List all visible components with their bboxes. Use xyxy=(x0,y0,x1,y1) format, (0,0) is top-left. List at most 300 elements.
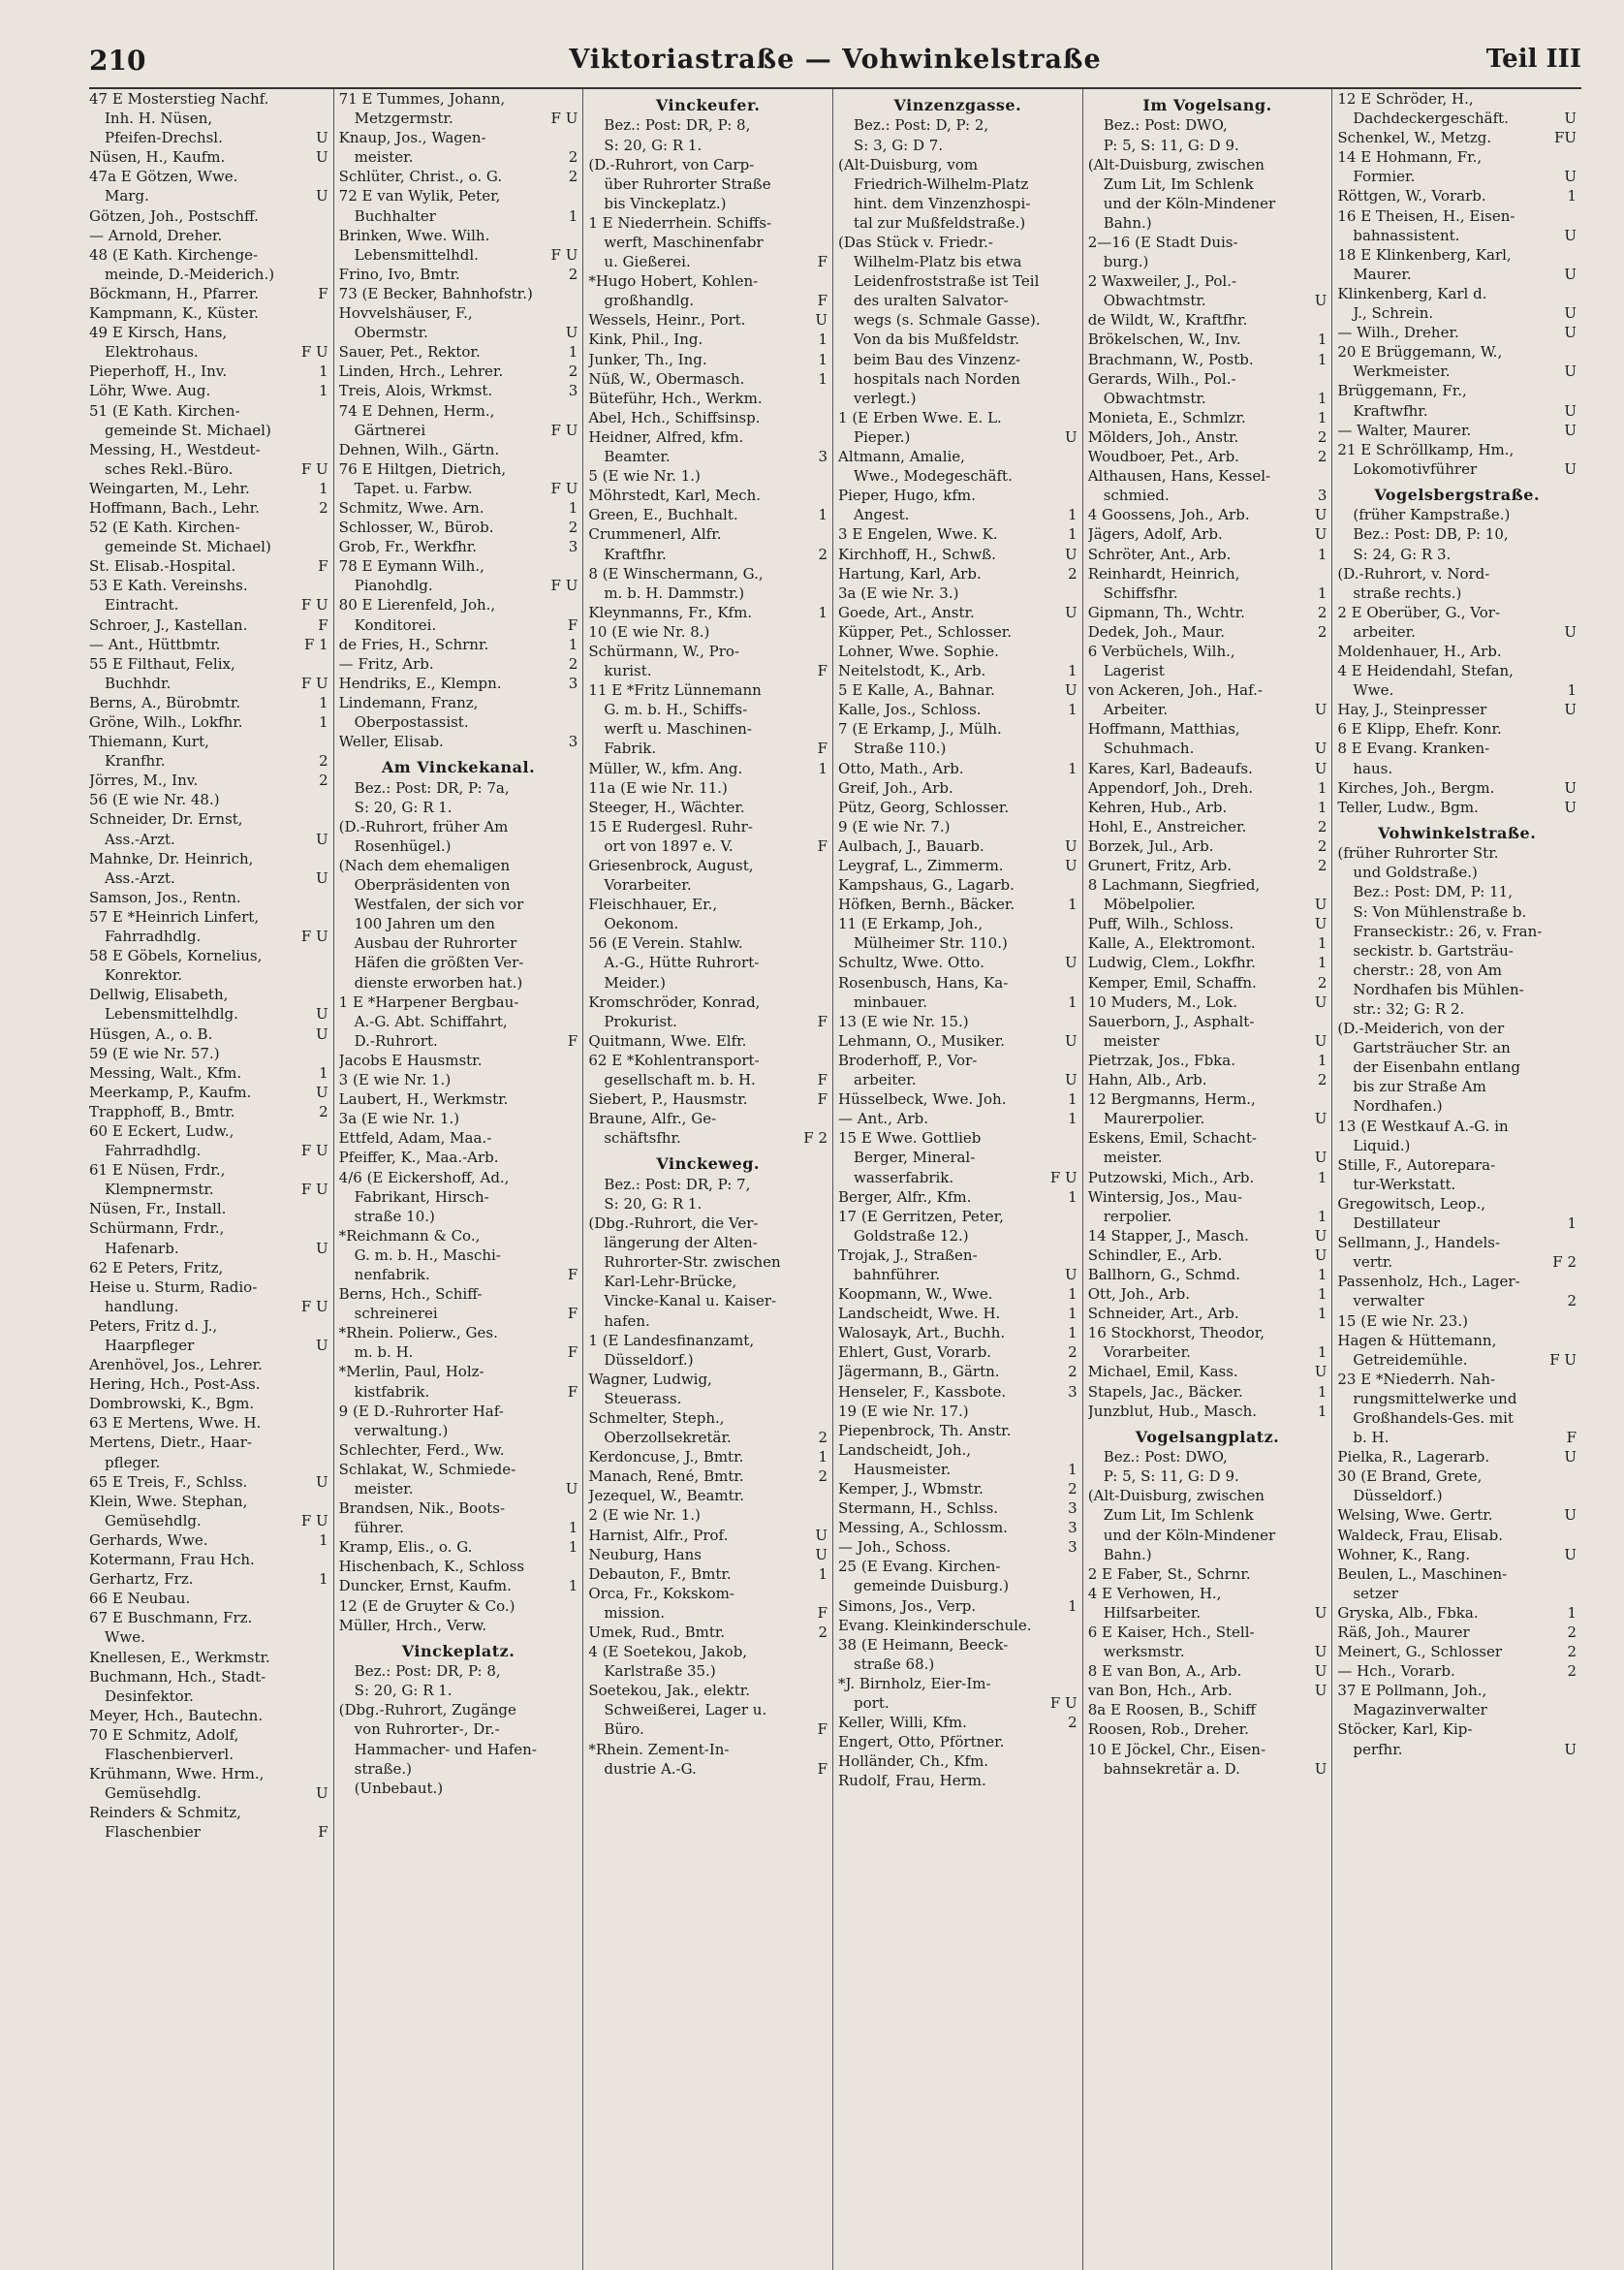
entry-code: U xyxy=(1314,915,1327,933)
page-header xyxy=(89,39,1581,89)
entry-code: 1 xyxy=(1068,1324,1077,1342)
entry-text: Messing, H., Westdeut- xyxy=(89,440,261,458)
entry-text: Gerhartz, Frz. xyxy=(89,1570,194,1589)
entry-text: meister. xyxy=(354,148,414,167)
directory-entry xyxy=(1088,447,1327,466)
entry-text: Hovvelshäuser, F., xyxy=(338,304,473,323)
entry-text: Siebert, P., Hausmstr. xyxy=(588,1090,748,1109)
directory-entry xyxy=(588,1564,828,1584)
entry-text: Dedek, Joh., Maur. xyxy=(1087,622,1225,641)
directory-entry xyxy=(838,1168,1077,1187)
entry-text: (Dbg.-Ruhrort, die Ver- xyxy=(588,1214,759,1233)
street-heading: Vinckeufer. xyxy=(655,96,761,114)
directory-entry xyxy=(339,778,578,798)
directory-entry xyxy=(1337,109,1577,128)
entry-text: Krühmann, Wwe. Hrm., xyxy=(89,1765,265,1783)
directory-entry xyxy=(339,1557,578,1576)
entry-text: Pielka, R., Lagerarb. xyxy=(1337,1448,1490,1466)
directory-entry xyxy=(588,583,828,603)
entry-code: 1 xyxy=(1068,1305,1077,1323)
entry-text: Gerards, Wilh., Pol.- xyxy=(1087,369,1236,388)
entry-text: gesellschaft m. b. H. xyxy=(604,1071,756,1089)
directory-entry xyxy=(838,895,1077,914)
entry-text: 4 (E Soetekou, Jakob, xyxy=(588,1643,748,1661)
directory-entry xyxy=(838,486,1077,505)
entry-text: Oberpostassist. xyxy=(354,713,469,731)
directory-entry xyxy=(1088,1661,1327,1681)
directory-entry xyxy=(1337,147,1577,167)
entry-text: Kalle, A., Elektromont. xyxy=(1087,934,1256,953)
entry-text: Jacobs E Hausmstr. xyxy=(338,1051,483,1069)
directory-entry xyxy=(838,1771,1077,1790)
directory-entry xyxy=(89,1336,328,1355)
directory-entry xyxy=(89,342,328,362)
directory-entry xyxy=(588,1031,828,1051)
entry-text: Braune, Alfr., Ge- xyxy=(588,1110,717,1128)
entry-text: (Dbg.-Ruhrort, Zugänge xyxy=(338,1701,516,1719)
directory-entry xyxy=(339,1681,578,1700)
entry-text: Hafenarb. xyxy=(105,1239,179,1257)
entry-text: Reinhardt, Heinrich, xyxy=(1087,564,1240,583)
directory-entry xyxy=(838,1089,1077,1109)
directory-entry xyxy=(1337,719,1577,739)
directory-entry xyxy=(1088,1012,1327,1031)
entry-text: Rosenbusch, Hans, Ka- xyxy=(838,973,1009,992)
directory-entry xyxy=(838,739,1077,758)
entry-code: U xyxy=(1564,110,1577,128)
entry-code: U xyxy=(1065,954,1077,972)
entry-code: U xyxy=(1564,1545,1577,1563)
entry-code: 3 xyxy=(818,448,828,466)
entry-text: Gipmann, Th., Wchtr. xyxy=(1087,603,1245,621)
entry-text: 20 E Brüggemann, W., xyxy=(1337,343,1503,362)
entry-text: mission. xyxy=(604,1603,666,1622)
directory-entry xyxy=(838,271,1077,291)
entry-text: Neuburg, Hans xyxy=(588,1545,702,1563)
entry-text: Brüggemann, Fr., xyxy=(1337,382,1467,400)
entry-text: Hay, J., Steinpresser xyxy=(1337,701,1487,719)
directory-entry xyxy=(1088,993,1327,1012)
entry-code: F xyxy=(318,615,328,634)
directory-entry xyxy=(1088,1447,1327,1466)
column-2 xyxy=(333,89,583,2270)
entry-text: Steeger, H., Wächter. xyxy=(588,798,745,816)
entry-code: U xyxy=(1314,701,1327,719)
directory-entry xyxy=(1337,362,1577,381)
entry-code: 1 xyxy=(319,479,328,497)
directory-entry xyxy=(838,1304,1077,1323)
entry-code: U xyxy=(1314,759,1327,777)
directory-entry xyxy=(89,1511,328,1530)
directory-entry xyxy=(1337,980,1577,999)
directory-entry xyxy=(1088,603,1327,622)
entry-text: 11 (E Erkamp, Joh., xyxy=(838,915,984,933)
entry-text: Kramp, Elis., o. G. xyxy=(338,1538,473,1557)
directory-entry xyxy=(339,284,578,303)
entry-text: Kampshaus, G., Lagarb. xyxy=(838,876,1015,895)
directory-entry xyxy=(588,524,828,544)
entry-text: 76 E Hiltgen, Dietrich, xyxy=(338,459,507,478)
directory-entry xyxy=(588,1194,828,1214)
entry-text: tal zur Mußfeldstraße.) xyxy=(854,213,1026,232)
directory-entry xyxy=(588,1526,828,1545)
entry-code: F U xyxy=(300,1297,328,1315)
entry-text: Düsseldorf.) xyxy=(604,1350,694,1369)
entry-text: S: 20, G: R 1. xyxy=(354,1682,453,1700)
entry-text: — Wilh., Dreher. xyxy=(1337,324,1459,342)
directory-entry xyxy=(1088,350,1327,369)
entry-text: 16 Stockhorst, Theodor, xyxy=(1087,1324,1265,1342)
directory-entry xyxy=(838,1655,1077,1674)
entry-text: cherstr.: 28, von Am xyxy=(1353,961,1502,979)
entry-text: Konditorei. xyxy=(354,615,437,634)
entry-text: Keller, Willi, Kfm. xyxy=(838,1714,967,1732)
directory-entry xyxy=(89,362,328,381)
entry-code: F 1 xyxy=(303,635,328,653)
entry-code: U xyxy=(1314,1682,1327,1700)
entry-code: 1 xyxy=(1068,993,1077,1011)
directory-entry xyxy=(339,1284,578,1304)
entry-code: F xyxy=(567,1265,578,1283)
entry-text: Kleynmanns, Fr., Kfm. xyxy=(588,603,753,621)
entry-text: Prokurist. xyxy=(604,1012,677,1030)
entry-text: verwaltung.) xyxy=(354,1421,449,1439)
directory-entry xyxy=(838,1362,1077,1381)
entry-text: Kromschröder, Konrad, xyxy=(588,993,761,1011)
entry-text: (D.-Meiderich, von der xyxy=(1337,1020,1505,1038)
directory-entry xyxy=(838,973,1077,993)
entry-text: 12 Bergmanns, Herm., xyxy=(1087,1090,1256,1109)
entry-text: Heidner, Alfred, kfm. xyxy=(588,427,744,446)
directory-entry xyxy=(339,635,578,654)
entry-text: Destillateur xyxy=(1353,1214,1441,1233)
page-number: 210 xyxy=(89,45,146,77)
entry-text: Kink, Phil., Ing. xyxy=(588,331,703,349)
directory-entry xyxy=(1337,1214,1577,1233)
directory-entry xyxy=(89,751,328,771)
entry-code: U xyxy=(1314,1110,1327,1128)
directory-entry xyxy=(1337,342,1577,362)
entry-text: Schürmann, Frdr., xyxy=(89,1219,225,1238)
directory-entry xyxy=(1337,128,1577,147)
entry-code: 1 xyxy=(1317,1305,1327,1323)
entry-text: 57 E *Heinrich Linfert, xyxy=(89,907,260,926)
directory-entry xyxy=(1088,759,1327,778)
entry-text: 70 E Schmitz, Adolf, xyxy=(89,1725,239,1744)
entry-text: Hahn, Alb., Arb. xyxy=(1087,1071,1207,1089)
entry-text: Kraftwfhr. xyxy=(1353,401,1428,420)
entry-code: U xyxy=(1314,1149,1327,1167)
entry-text: 62 E Peters, Fritz, xyxy=(89,1258,224,1277)
entry-code: 2 xyxy=(1567,1624,1577,1641)
directory-entry xyxy=(1088,1284,1327,1304)
entry-code: U xyxy=(1314,1226,1327,1245)
directory-entry xyxy=(588,136,828,155)
entry-text: Abel, Hch., Schiffsinsp. xyxy=(588,408,761,426)
entry-text: Borzek, Jul., Arb. xyxy=(1087,836,1214,855)
entry-text: sches Rekl.-Büro. xyxy=(105,459,234,478)
entry-code: U xyxy=(1065,836,1077,855)
entry-text: Pieper, Hugo, kfm. xyxy=(838,487,976,505)
directory-entry xyxy=(1337,1564,1577,1584)
street-heading: Am Vinckekanal. xyxy=(381,758,536,777)
directory-entry xyxy=(838,1751,1077,1771)
entry-code: 1 xyxy=(1068,1285,1077,1304)
directory-entry xyxy=(838,836,1077,856)
entry-text: Goldstraße 12.) xyxy=(854,1226,969,1245)
entry-text: Gerhards, Wwe. xyxy=(89,1530,208,1549)
entry-text: wasserfabrik. xyxy=(854,1168,954,1186)
directory-entry xyxy=(838,622,1077,642)
entry-text: Brinken, Wwe. Wilh. xyxy=(338,226,490,244)
directory-entry xyxy=(339,1759,578,1779)
directory-entry xyxy=(89,1004,328,1024)
entry-code: U xyxy=(1564,778,1577,797)
entry-text: Nüß, W., Obermasch. xyxy=(588,369,745,388)
entry-text: Welsing, Wwe. Gertr. xyxy=(1337,1506,1493,1525)
directory-entry xyxy=(89,1706,328,1725)
entry-code: U xyxy=(316,1472,328,1491)
directory-entry xyxy=(1088,1342,1327,1362)
directory-entry xyxy=(1337,303,1577,323)
entry-text: 14 Stapper, J., Masch. xyxy=(1087,1226,1249,1245)
directory-entry xyxy=(339,732,578,751)
entry-code: 1 xyxy=(568,635,578,653)
directory-entry xyxy=(588,564,828,583)
entry-text: Hausmeister. xyxy=(854,1460,952,1478)
entry-code: U xyxy=(316,1005,328,1024)
entry-text: de Wildt, W., Kraftfhr. xyxy=(1087,311,1248,330)
directory-entry xyxy=(1337,226,1577,245)
directory-entry xyxy=(1337,459,1577,479)
entry-text: Mahnke, Dr. Heinrich, xyxy=(89,849,254,867)
directory-entry xyxy=(588,486,828,505)
directory-entry xyxy=(339,836,578,856)
directory-entry xyxy=(1337,1370,1577,1389)
entry-code: 1 xyxy=(319,1570,328,1589)
directory-entry xyxy=(89,128,328,147)
entry-text: 67 E Buschmann, Frz. xyxy=(89,1609,253,1627)
directory-entry xyxy=(588,369,828,389)
entry-text: und der Köln-Mindener xyxy=(1103,194,1276,212)
directory-entry xyxy=(339,1498,578,1518)
directory-entry xyxy=(1088,817,1327,836)
entry-text: 4 E Heidendahl, Stefan, xyxy=(1337,662,1514,680)
entry-code: 1 xyxy=(1317,331,1327,349)
directory-entry xyxy=(588,642,828,661)
entry-text: 3a (E wie Nr. 3.) xyxy=(838,583,959,602)
directory-entry xyxy=(1337,1623,1577,1642)
entry-text: Gemüsehdlg. xyxy=(105,1784,202,1803)
directory-entry xyxy=(1088,136,1327,155)
directory-entry xyxy=(1088,524,1327,544)
entry-text: 78 E Eymann Wilh., xyxy=(338,557,484,576)
entry-text: Manach, René, Bmtr. xyxy=(588,1467,744,1486)
directory-entry xyxy=(1337,1038,1577,1057)
directory-entry xyxy=(89,1277,328,1297)
entry-text: Dellwig, Elisabeth, xyxy=(89,986,229,1004)
directory-entry xyxy=(1088,174,1327,194)
entry-text: Rosenhügel.) xyxy=(354,836,452,855)
entry-code: 1 xyxy=(1068,759,1077,777)
entry-text: — Fritz, Arb. xyxy=(338,654,434,673)
entry-text: (D.-Ruhrort, v. Nord- xyxy=(1337,564,1490,583)
entry-code: 3 xyxy=(1068,1499,1077,1518)
directory-entry xyxy=(588,1505,828,1525)
directory-entry xyxy=(89,1394,328,1413)
directory-entry xyxy=(339,674,578,693)
directory-entry xyxy=(838,115,1077,135)
entry-code: 2 xyxy=(1068,1714,1077,1732)
directory-entry xyxy=(339,1187,578,1207)
entry-text: 12 E Schröder, H., xyxy=(1337,90,1474,108)
entry-text: arbeiter. xyxy=(854,1071,917,1089)
entry-code: 2 xyxy=(818,1429,828,1447)
entry-text: Buchmann, Hch., Stadt- xyxy=(89,1667,266,1686)
entry-text: von Ackeren, Joh., Haf.- xyxy=(1087,681,1263,700)
directory-entry xyxy=(339,1070,578,1089)
entry-text: Hammacher- und Hafen- xyxy=(354,1740,537,1758)
directory-entry xyxy=(1337,798,1577,817)
entry-text: der Eisenbahn entlang xyxy=(1353,1058,1520,1077)
entry-text: Duncker, Ernst, Kaufm. xyxy=(338,1577,512,1595)
entry-text: Müller, W., kfm. Ang. xyxy=(588,759,743,777)
entry-code: 1 xyxy=(1567,187,1577,205)
entry-text: Klinkenberg, Karl d. xyxy=(1337,284,1487,302)
directory-entry xyxy=(838,817,1077,836)
directory-entry xyxy=(89,1374,328,1394)
entry-text: Schiffsfhr. xyxy=(1103,583,1178,602)
directory-entry xyxy=(588,174,828,194)
entry-text: Ludwig, Clem., Lokfhr. xyxy=(1087,954,1256,972)
directory-entry xyxy=(1337,759,1577,778)
directory-entry xyxy=(588,1642,828,1661)
entry-text: meinde, D.-Meiderich.) xyxy=(105,265,275,283)
entry-text: Büteführ, Hch., Werkm. xyxy=(588,389,763,407)
directory-entry xyxy=(588,1214,828,1233)
directory-entry xyxy=(838,583,1077,603)
entry-text: *Rhein. Zement-In- xyxy=(588,1740,730,1758)
entry-text: perfhr. xyxy=(1353,1740,1403,1758)
entry-code: 1 xyxy=(1317,1285,1327,1304)
directory-entry xyxy=(588,115,828,135)
entry-text: Altmann, Amalie, xyxy=(838,448,965,466)
entry-text: Pieperhoff, H., Inv. xyxy=(89,363,228,381)
directory-entry xyxy=(588,1661,828,1681)
directory-entry xyxy=(89,985,328,1004)
directory-entry xyxy=(1337,739,1577,758)
entry-text: schäftsfhr. xyxy=(604,1129,681,1148)
directory-entry xyxy=(1337,1136,1577,1155)
entry-text: Arenhövel, Jos., Lehrer. xyxy=(89,1356,263,1374)
directory-entry xyxy=(1088,291,1327,310)
directory-entry xyxy=(1337,524,1577,544)
directory-entry xyxy=(838,408,1077,427)
directory-entry xyxy=(588,1109,828,1128)
directory-entry xyxy=(339,1537,578,1557)
entry-text: D.-Ruhrort. xyxy=(354,1031,438,1050)
directory-entry xyxy=(339,1089,578,1109)
entry-code: U xyxy=(1564,798,1577,816)
entry-text: Hendriks, E., Klempn. xyxy=(338,674,502,692)
entry-code: 1 xyxy=(319,713,328,731)
directory-entry xyxy=(1088,1700,1327,1719)
entry-text: Möbelpolier. xyxy=(1103,896,1196,914)
directory-entry xyxy=(89,89,328,109)
entry-text: Simons, Jos., Verp. xyxy=(838,1596,977,1615)
directory-entry xyxy=(1088,1051,1327,1070)
entry-text: Fleischhauer, Er., xyxy=(588,896,718,914)
entry-text: führer. xyxy=(354,1519,404,1537)
directory-entry xyxy=(838,1440,1077,1460)
directory-entry xyxy=(339,226,578,245)
directory-entry xyxy=(1088,583,1327,603)
entry-code: F U xyxy=(300,459,328,478)
entry-code: 2 xyxy=(319,498,328,517)
entry-code: U xyxy=(1314,896,1327,914)
directory-entry xyxy=(1337,401,1577,421)
street-heading: Vohwinkelstraße. xyxy=(1378,823,1537,842)
directory-entry xyxy=(588,1350,828,1370)
entry-text: G. m. b. H., Maschi- xyxy=(354,1245,501,1264)
directory-entry xyxy=(89,674,328,693)
entry-code: 3 xyxy=(568,382,578,400)
entry-text: Kraftfhr. xyxy=(604,545,667,563)
entry-text: setzer xyxy=(1353,1584,1398,1602)
entry-text: Landscheidt, Wwe. H. xyxy=(838,1305,1001,1323)
directory-entry xyxy=(588,603,828,622)
entry-code: U xyxy=(1065,427,1077,446)
directory-entry xyxy=(1337,1642,1577,1661)
entry-text: Jägermann, B., Gärtn. xyxy=(838,1363,1000,1381)
entry-text: Hischenbach, K., Schloss xyxy=(338,1558,525,1576)
entry-text: Bez.: Post: DWO, xyxy=(1103,1448,1228,1466)
directory-entry xyxy=(1337,1077,1577,1096)
entry-text: meister. xyxy=(1103,1149,1163,1167)
directory-entry xyxy=(1088,933,1327,953)
entry-text: Schuhmach. xyxy=(1103,740,1195,758)
directory-entry xyxy=(339,206,578,226)
entry-code: 2 xyxy=(568,363,578,381)
directory-entry xyxy=(1088,1226,1327,1245)
directory-entry xyxy=(1337,381,1577,400)
page-title: Viktoriastraße — Vohwinkelstraße xyxy=(569,45,1102,75)
entry-code: 2 xyxy=(568,654,578,673)
directory-entry xyxy=(1337,680,1577,700)
entry-text: Ruhrorter-Str. zwischen xyxy=(604,1253,781,1272)
entry-text: Hüsselbeck, Wwe. Joh. xyxy=(838,1090,1007,1109)
directory-entry xyxy=(1337,922,1577,941)
entry-text: 80 E Lierenfeld, Joh., xyxy=(338,596,496,615)
entry-text: Junker, Th., Ing. xyxy=(588,350,707,368)
entry-text: Kranfhr. xyxy=(105,752,166,771)
directory-entry xyxy=(1337,89,1577,109)
entry-text: Beulen, L., Maschinen- xyxy=(1337,1564,1508,1583)
directory-entry xyxy=(89,654,328,674)
entry-text: Vorarbeiter. xyxy=(604,876,692,895)
entry-text: Büro. xyxy=(604,1720,644,1739)
entry-text: Bez.: Post: DR, P: 8, xyxy=(354,1662,501,1681)
entry-text: Wagner, Ludwig, xyxy=(588,1370,712,1388)
directory-entry xyxy=(1088,1486,1327,1505)
entry-text: Oberzollsekretär. xyxy=(604,1429,732,1447)
directory-entry xyxy=(339,914,578,933)
directory-entry xyxy=(339,1661,578,1681)
directory-entry xyxy=(339,1779,578,1798)
entry-text: Obwachtmstr. xyxy=(1103,292,1206,310)
directory-entry xyxy=(1088,1603,1327,1623)
directory-entry xyxy=(588,1623,828,1642)
